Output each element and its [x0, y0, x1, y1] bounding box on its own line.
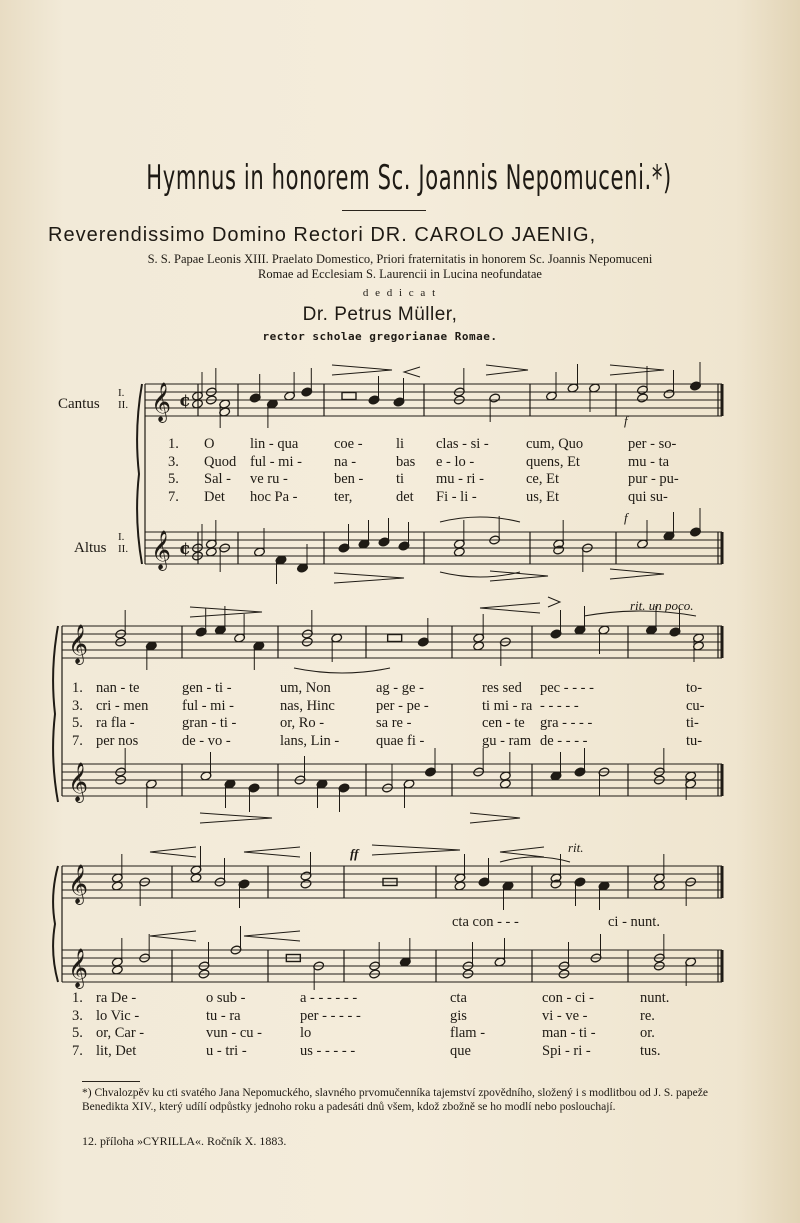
lyric-syllables: cu-	[686, 697, 705, 714]
lyric-syllables: quae fi -	[376, 732, 425, 749]
lyric-syllables: vun - cu -	[206, 1025, 262, 1041]
treble-clef-icon: 𝄞	[68, 762, 89, 802]
lyric-syllables: a - - - - - -	[300, 990, 358, 1006]
lyric-syllables: gra - - - -	[540, 715, 593, 731]
lyric-syllables: res sed	[482, 680, 522, 696]
verse-number: 3.	[72, 1007, 83, 1024]
footnote: *) Chvalozpěv ku cti svatého Jana Nepomuckého, slavného prvomučenníka tajemství zpovědního, složený i s modlitbou od J. S. papeže Benedikta XIV., který udílí odpůstky jednoho roku a padesáti dnů všem, kdož zbožně se ho modlí nebo poslouchají.	[82, 1087, 708, 1113]
lyric-syllables: Spi - ri -	[542, 1042, 591, 1059]
dynamic-forte-2: f	[624, 510, 628, 525]
lyric-syllables: lans, Lin -	[280, 732, 340, 749]
lyric-syllables: ve ru -	[250, 471, 288, 487]
lyric-syllables: um, Non	[280, 680, 331, 696]
verse-number: 7.	[72, 1042, 83, 1059]
verse-number: 5.	[72, 1025, 83, 1041]
lyric-syllables: nas, Hinc	[280, 697, 335, 714]
decrescendo-hairpin	[372, 845, 460, 855]
system-brace	[137, 384, 142, 564]
lyric-syllables: ful - mi -	[182, 697, 234, 714]
lyric-syllables: mu - ta	[628, 453, 670, 470]
lyric-syllables: lo Vic -	[96, 1007, 140, 1024]
system-brace	[53, 866, 58, 982]
lyric-syllables: us, Et	[526, 488, 560, 505]
decrescendo-hairpin	[610, 365, 664, 375]
verse-number: 7.	[168, 488, 179, 505]
dedicat-word: d e d i c a t	[362, 287, 438, 299]
lyric-syllables: hoc Pa -	[250, 488, 298, 505]
lyric-syllables: bas	[396, 453, 416, 470]
lyric-syllables: na -	[334, 453, 357, 470]
lyric-syllables: que	[450, 1042, 471, 1059]
dedication-details: S. S. Papae Leonis XIII. Praelato Domestico, Priori fraternitatis in honorem Sc. Joannis Nepomuceni	[147, 252, 653, 266]
lyric-syllables: us - - - - -	[300, 1042, 356, 1059]
verse-number: 3.	[72, 697, 83, 714]
system-brace	[53, 626, 58, 802]
lyric-syllables: sa re -	[376, 715, 412, 731]
dedication-line: Reverendissimo Domino Rectori DR. CAROLO JAENIG,	[48, 224, 597, 246]
lyric-syllables: Quod	[204, 453, 237, 470]
treble-clef-icon: 𝄞	[68, 948, 89, 988]
lyric-syllables: ti	[396, 471, 405, 487]
crescendo-hairpin	[150, 847, 196, 857]
altus-label-text: Altus	[74, 540, 107, 556]
lyric-syllables: clas - si -	[436, 436, 489, 452]
cantus-parts: I. II.	[118, 387, 129, 411]
dynamic-forte-1: f	[624, 413, 628, 428]
lyric-syllables: ra fla -	[96, 715, 135, 731]
decrescendo-hairpin	[610, 569, 664, 579]
decrescendo-hairpin	[470, 813, 520, 823]
lyric-syllables: - - - - -	[540, 697, 579, 714]
lyric-syllables: cri - men	[96, 697, 149, 714]
lyric-syllables: flam -	[450, 1025, 486, 1041]
treble-clef-icon: 𝄞	[151, 530, 172, 570]
lyric-syllables: gis	[450, 1007, 467, 1024]
lyric-syllables: tu-	[686, 732, 703, 749]
lyric-syllables: ce, Et	[526, 471, 560, 487]
treble-clef-icon: 𝄞	[68, 864, 89, 904]
lyric-syllables: de - - - -	[540, 732, 588, 749]
slur	[294, 668, 390, 673]
lyric-syllables: per - so-	[628, 436, 677, 452]
upper-text-2: ci - nunt.	[608, 914, 660, 930]
treble-clef-icon: 𝄞	[68, 624, 89, 664]
lyric-syllables: O	[204, 436, 215, 452]
cantus-label-text: Cantus	[58, 396, 100, 412]
verse-number: 1.	[168, 436, 179, 452]
lyric-syllables: cum, Quo	[526, 436, 584, 452]
lyric-syllables: cen - te	[482, 715, 525, 731]
lyric-syllables: ti mi - ra	[482, 697, 533, 714]
lyric-syllables: per - pe -	[376, 697, 429, 714]
crescendo-hairpin	[500, 847, 544, 857]
common-time-icon: ¢	[179, 391, 191, 411]
crescendo-hairpin	[150, 931, 196, 941]
lyric-syllables: u - tri -	[206, 1042, 247, 1059]
lyric-syllables: per nos	[96, 732, 139, 749]
lyric-syllables: ti-	[686, 715, 699, 731]
composer-name: Dr. Petrus Müller,	[302, 304, 458, 325]
breve-note	[342, 393, 356, 400]
lyric-syllables: ag - ge -	[376, 680, 424, 696]
ritardando: rit.	[568, 840, 584, 855]
altus-parts: I. II.	[118, 531, 129, 555]
decrescendo-hairpin	[190, 607, 262, 617]
lyric-syllables: man - ti -	[542, 1025, 596, 1041]
crescendo-hairpin	[480, 603, 540, 613]
lyric-syllables: pec - - - -	[540, 680, 594, 696]
lyric-syllables: cta	[450, 990, 467, 1006]
lyric-syllables: Det	[204, 488, 225, 505]
lyric-syllables: ben -	[334, 471, 364, 487]
lyric-syllables: e - lo -	[436, 453, 475, 470]
crescendo-hairpin	[404, 367, 420, 377]
upper-text-1: cta con - - -	[452, 914, 519, 930]
decrescendo-hairpin	[486, 365, 528, 375]
dynamic-fortissimo: ff	[350, 846, 359, 861]
lyric-syllables: gen - ti -	[182, 680, 232, 696]
breve-note	[388, 635, 402, 642]
crescendo-hairpin	[244, 931, 300, 941]
publication-line: 12. příloha »CYRILLA«. Ročník X. 1883.	[82, 1134, 287, 1148]
lyric-syllables: nan - te	[96, 680, 140, 696]
verse-number: 1.	[72, 990, 83, 1006]
lyric-syllables: Fi - li -	[436, 488, 477, 505]
lyric-syllables: lit, Det	[96, 1042, 137, 1059]
lyric-syllables: det	[396, 488, 414, 505]
lyric-syllables: lo	[300, 1025, 312, 1041]
decrescendo-hairpin	[332, 365, 392, 375]
lyric-syllables: vi - ve -	[542, 1007, 588, 1024]
verse-number: 7.	[72, 732, 83, 749]
lyric-syllables: o sub -	[206, 990, 246, 1006]
lyric-syllables: pur - pu-	[628, 471, 679, 487]
lyric-syllables: li	[396, 436, 405, 452]
lyric-syllables: gu - ram	[482, 732, 532, 749]
verse-number: 1.	[72, 680, 83, 696]
lyric-syllables: de - vo -	[182, 732, 231, 749]
lyric-syllables: tu - ra	[206, 1007, 241, 1024]
decrescendo-hairpin	[200, 813, 272, 823]
dedication-church: Romae ad Ecclesiam S. Laurencii in Lucina neofundatae	[258, 267, 542, 281]
lyric-syllables: ter,	[334, 488, 353, 505]
lyric-syllables: con - ci -	[542, 990, 594, 1006]
slur	[500, 857, 570, 862]
common-time-icon: ¢	[179, 539, 191, 559]
lyric-syllables: or, Ro -	[280, 715, 325, 731]
verse-number: 3.	[168, 453, 179, 470]
verse-number: 5.	[72, 715, 83, 731]
lyric-syllables: qui su-	[628, 488, 668, 505]
lyric-syllables: Sal -	[204, 471, 231, 487]
note-head	[300, 879, 312, 889]
hymn-title: Hymnus in honorem Sc. Joannis Nepomuceni.*)	[146, 158, 672, 198]
lyric-syllables: or, Car -	[96, 1025, 145, 1041]
lyric-syllables: to-	[686, 680, 703, 696]
lyric-syllables: tus.	[640, 1042, 661, 1059]
ritardando-poco: rit. un poco.	[630, 598, 694, 613]
lyric-syllables: ra De -	[96, 990, 137, 1006]
crescendo-hairpin	[244, 847, 300, 857]
lyric-syllables: mu - ri -	[436, 471, 484, 487]
lyric-syllables: re.	[640, 1007, 655, 1024]
lyric-syllables: per - - - - -	[300, 1007, 361, 1024]
composer-role: rector scholae gregorianae Romae.	[262, 330, 498, 343]
lyric-syllables: gran - ti -	[182, 715, 237, 731]
treble-clef-icon: 𝄞	[151, 382, 172, 422]
note-head	[637, 393, 649, 403]
lyric-syllables: nunt.	[640, 990, 670, 1006]
lyric-syllables: ful - mi -	[250, 453, 302, 470]
lyric-syllables: lin - qua	[250, 436, 299, 452]
decrescendo-hairpin	[334, 573, 404, 583]
verse-number: 5.	[168, 471, 179, 487]
decrescendo-hairpin	[548, 597, 560, 607]
lyric-syllables: or.	[640, 1025, 655, 1041]
lyric-syllables: quens, Et	[526, 453, 580, 470]
lyric-syllables: coe -	[334, 436, 363, 452]
slur	[440, 517, 520, 522]
